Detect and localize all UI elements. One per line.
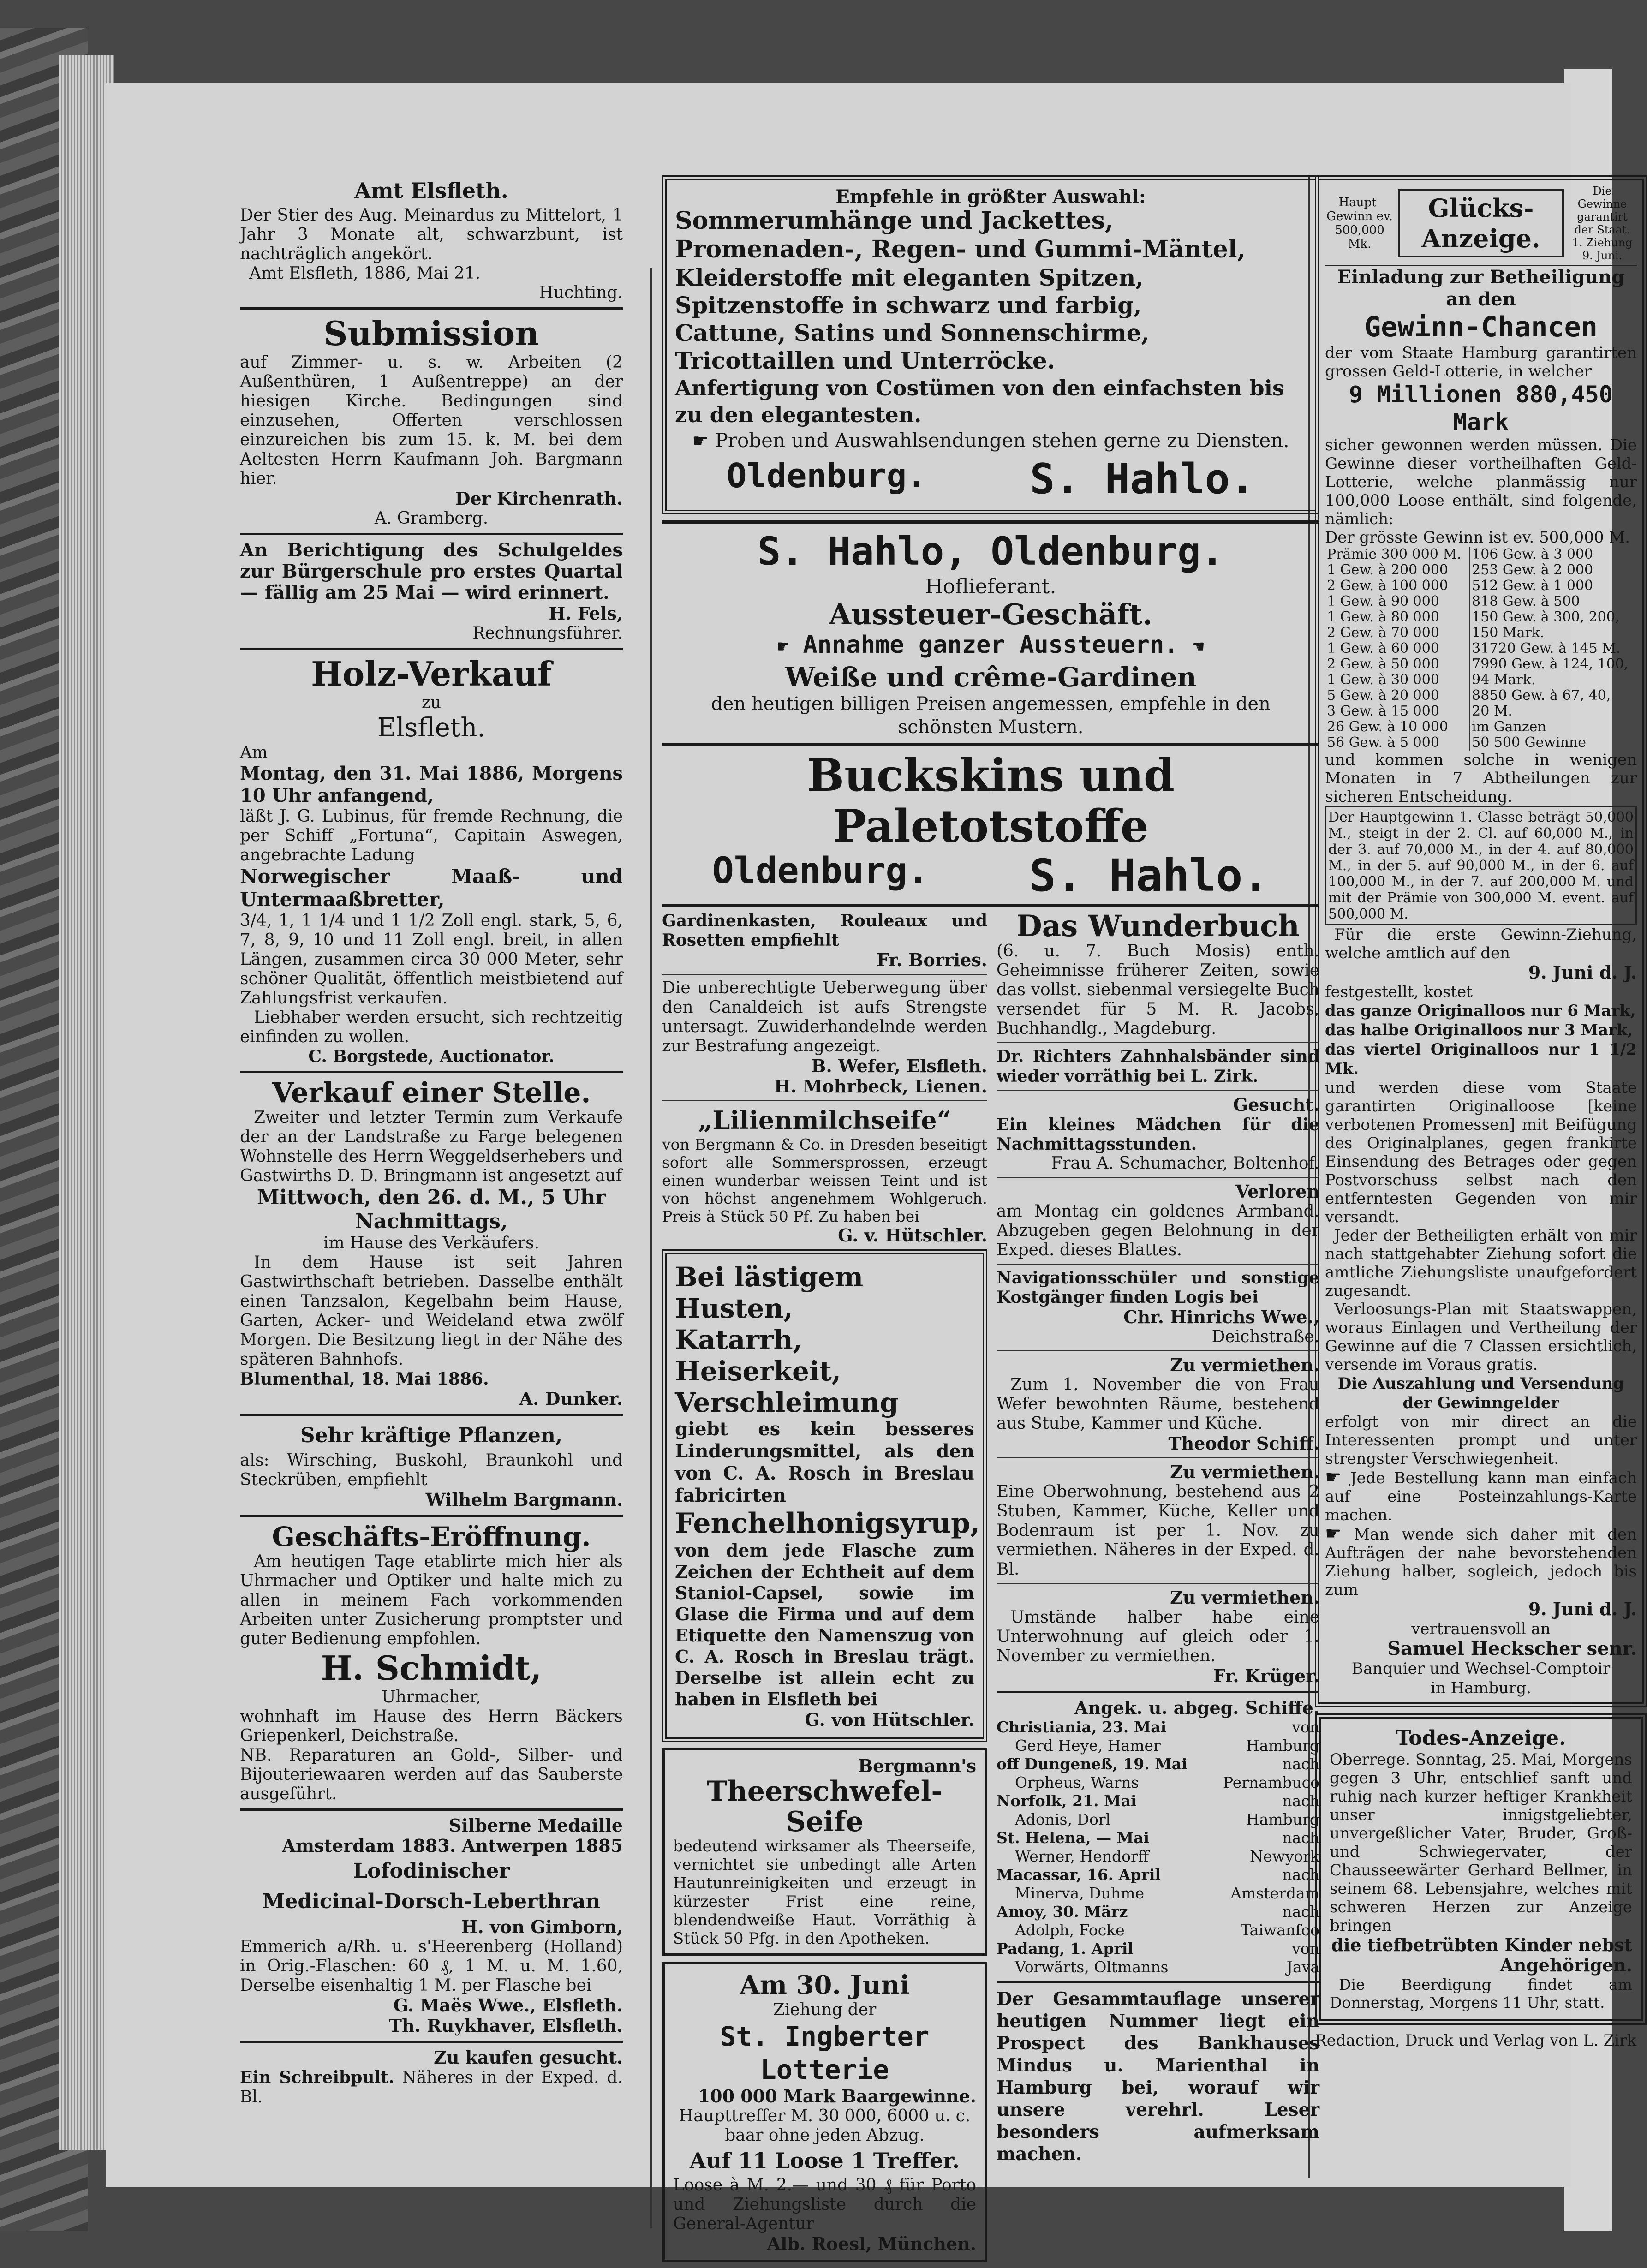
ad-signature: C. Borgstede, Auctionator. bbox=[308, 1047, 555, 1066]
ad-text: Die unberechtigte Ueberwegung über den Canaldeich ist aufs Strengste untersagt. Zuwiderhandelnde werden zur Bestrafung angezeigt. bbox=[662, 979, 987, 1056]
ad-text: Dr. Richters Zahnhalsbänder sind wieder vorräthig bei bbox=[997, 1047, 1319, 1086]
ad-line: Aussteuer-Geschäft. bbox=[829, 597, 1153, 631]
ad-title: Das Wunderbuch bbox=[1016, 909, 1300, 943]
ad-signature: Fr. Krüger. bbox=[1213, 1665, 1319, 1686]
ad-text: Proben und Auswahlsendungen stehen gerne zu Diensten. bbox=[715, 429, 1289, 452]
prize-cell: 56 Gew. à 5 000 bbox=[1325, 735, 1469, 751]
ship-row bbox=[997, 1829, 1319, 1847]
ad-schulgeld bbox=[240, 540, 623, 643]
ship-entry: Minerva, Duhme bbox=[1015, 1884, 1144, 1902]
ad-title: „Lilienmilchseife“ bbox=[698, 1105, 951, 1135]
ad-text: sicher gewonnen werden müssen. Die Gewinne dieser vortheilhaften Geld-Lotterie, welche planmässig nur 100,000 Loose enthält, sind folgende, nämlich: bbox=[1325, 436, 1637, 528]
ad-signature: Frau A. Schumacher, Boltenhof. bbox=[1051, 1154, 1319, 1173]
prize-cell: 26 Gew. à 10 000 bbox=[1325, 719, 1469, 735]
ad-line: Verschleimung bbox=[675, 1387, 899, 1418]
ad-maker: H. von Gimborn, bbox=[461, 1916, 623, 1937]
ship-entry: Adolph, Focke bbox=[1015, 1921, 1125, 1939]
ad-pflanzen bbox=[240, 1420, 623, 1510]
prize-row bbox=[1325, 704, 1637, 719]
ad-signature: H. Mohrbeck, Lienen. bbox=[774, 1076, 987, 1097]
ad-title: Theerschwefel-Seife bbox=[706, 1775, 943, 1838]
ship-row bbox=[997, 1921, 1319, 1940]
ad-gardinen bbox=[662, 911, 987, 970]
ad-title: Medicinal-Dorsch-Leberthran bbox=[262, 1890, 601, 1913]
ad-subtitle: zu bbox=[421, 693, 442, 712]
ad-geschaefts-eroeffnung bbox=[240, 1522, 623, 1804]
ad-signature: G. v. Hütschler. bbox=[838, 1225, 987, 1246]
prize-cell: 512 Gew. à 1 000 bbox=[1472, 578, 1593, 594]
ad-amt-elsfleth bbox=[240, 175, 623, 303]
ad-date: Am 30. Juni bbox=[740, 1970, 910, 2000]
ad-item: Ein Schreibpult. bbox=[240, 2068, 394, 2087]
ad-signature: die tiefbetrübten Kinder nebst Angehörigen. bbox=[1331, 1934, 1632, 1976]
prize-row bbox=[1325, 719, 1637, 735]
ad-where: im Hause des Verkäufers. bbox=[323, 1234, 540, 1253]
ad-text: 3/4, 1, 1 1/4 und 1 1/2 Zoll engl. stark, 5, 6, 7, 8, 9, 10 und 11 Zoll engl. breit, in allen Längen, zusammen circa 30 000 Meter, sehr schöner Qualität, öffentlich meistbietend auf Zahlungsfrist verkaufen. bbox=[240, 911, 623, 1008]
ad-text: Jede Bestellung kann man einfach auf eine Posteinzahlungs-Karte machen. bbox=[1325, 1469, 1637, 1524]
prize-row bbox=[1325, 657, 1637, 672]
ad-item: Promenaden-, Regen- und Gummi-Mäntel, bbox=[675, 235, 1246, 263]
ad-date: Amt Elsfleth, 1886, Mai 21. bbox=[249, 264, 481, 283]
ad-line: Hoflieferant. bbox=[925, 575, 1056, 598]
column-2-right bbox=[997, 911, 1319, 2268]
prize-cell: 1 Gew. à 30 000 bbox=[1325, 672, 1469, 688]
ad-title: Buckskins und Paletotstoffe bbox=[807, 749, 1175, 852]
ad-vermiethen-3 bbox=[997, 1588, 1319, 1686]
prize-cell: 1 Gew. à 60 000 bbox=[1325, 641, 1469, 657]
ad-head: Die Auszahlung und Versendung der Gewinngelder bbox=[1337, 1374, 1624, 1412]
prize-cell: 150 Gew. à 300, 200, bbox=[1472, 609, 1620, 625]
ship-entry: Norfolk, 21. Mai bbox=[997, 1792, 1137, 1810]
ad-title: Submission bbox=[323, 314, 539, 353]
prize-cell: 1 Gew. à 200 000 bbox=[1325, 562, 1469, 578]
ad-text: (6. u. 7. Buch Mosis) enth. Geheimnisse früherer Zeiten, sowie das vollst. siebenmal versiegelte Buch versendet für 5 M. R. Jacobs, Buchhandlg., Magdeburg. bbox=[997, 942, 1319, 1038]
prize-row bbox=[1325, 547, 1637, 562]
ad-text: den heutigen billigen Preisen angemessen, empfehle in den schönsten Mustern. bbox=[711, 693, 1271, 738]
prize-row bbox=[1325, 688, 1637, 704]
ad-text: auf Zimmer- u. s. w. Arbeiten (2 Außenthüren, 1 Außentreppe) an der hiesigen Kirche. Bedingungen sind einzusehen, Offerten verschlossen einzureichen bis zum 15. k. M. bei dem Aeltesten Herrn Kaufmann Joh. Bargmann hier. bbox=[240, 353, 623, 488]
ad-seller: Th. Ruykhaver, Elsfleth. bbox=[388, 2015, 623, 2036]
ad-title: Lofodinischer bbox=[353, 1859, 510, 1883]
ad-text: Haupttreffer M. 30 000, 6000 u. c. baar ohne jeden Abzug. bbox=[679, 2107, 971, 2145]
ad-text: Der Stier des Aug. Meinardus zu Mittelort, 1 Jahr 3 Monate alt, schwarzbunt, ist nachträglich angekört. bbox=[240, 206, 623, 263]
ship-port: von bbox=[1292, 1718, 1319, 1736]
ad-vermiethen-2 bbox=[997, 1462, 1319, 1579]
ad-sum: 9 Millionen 880,450 Mark bbox=[1349, 381, 1613, 436]
ad-date: Blumenthal, 18. Mai 1886. bbox=[240, 1369, 489, 1389]
ad-zahnhalsbaender bbox=[997, 1047, 1319, 1086]
ad-medal: Silberne Medaille bbox=[448, 1815, 623, 1836]
ship-port: nach bbox=[1282, 1829, 1319, 1847]
ad-text: Zum 1. November die von Frau Wefer bewohnten Räume, bestehend aus Stube, Kammer und Küche. bbox=[997, 1375, 1319, 1433]
ad-title: Zu vermiethen. bbox=[1170, 1587, 1319, 1608]
prize-cell: 818 Gew. à 500 bbox=[1472, 593, 1580, 609]
prize-cell: Prämie 300 000 M. bbox=[1325, 547, 1469, 562]
prize-cell: 94 Mark. bbox=[1472, 672, 1536, 688]
ad-firm: S. Hahlo, Oldenburg. bbox=[757, 529, 1224, 574]
ad-text: bedeutend wirksamer als Theerseife, vernichtet sie unbedingt alle Arten Hautunreinigkeiten und erzeugt in kürzester Frist eine reine, blendendweiße Haut. Vorräthig à Stück 50 Pfg. in den Apotheken. bbox=[673, 1837, 976, 1948]
ad-price: das ganze Originalloos nur 6 Mark, bbox=[1325, 1002, 1636, 1020]
ad-signature: Wilhelm Bargmann. bbox=[425, 1489, 623, 1510]
ad-title: Glücks-Anzeige. bbox=[1398, 189, 1564, 257]
ad-text: Am bbox=[240, 743, 268, 762]
ad-text: am Montag ein goldenes Armband. Abzugeben gegen Belohnung in der Exped. dieses Blattes. bbox=[997, 1202, 1319, 1259]
ad-city: Oldenburg. bbox=[726, 456, 927, 495]
ship-news-list bbox=[997, 1718, 1319, 1976]
ad-title: Gesucht. bbox=[1233, 1094, 1319, 1115]
column-2 bbox=[662, 175, 1319, 2268]
ad-text: Der Gesammtauflage unserer heutigen Nummer liegt ein Prospect des Bankhauses Mindus u. Marienthal in Hamburg bei, worauf wir unsere verehrl. Leser besonders aufmerksam machen. bbox=[997, 1988, 1319, 2165]
ad-text: Der Hauptgewinn 1. Classe beträgt 50,000 M., steigt in der 2. Cl. auf 60,000 M., in der 3. auf 70,000 M., in der 4. auf 80,000 M., in der 5. auf 90,000 M., in der 6. auf 100,000 M., in der 7. auf 200,000 M. und mit der Prämie von 300,000 M. event. auf 500,000 M. bbox=[1325, 806, 1637, 925]
ship-port: von bbox=[1292, 1940, 1319, 1958]
ship-news-title: Angek. u. abgeg. Schiffe. bbox=[1074, 1697, 1319, 1718]
ad-navigationsschueler bbox=[997, 1268, 1319, 1347]
ship-port: Hamburg bbox=[1246, 1737, 1319, 1755]
ad-todes-anzeige bbox=[1315, 1713, 1647, 2025]
ad-submission bbox=[240, 314, 623, 528]
prize-row bbox=[1325, 609, 1637, 625]
ad-sub: Ziehung der bbox=[773, 2000, 877, 2019]
ad-title: Verloren bbox=[1235, 1181, 1319, 1202]
ad-text: Oberrege. Sonntag, 25. Mai, Morgens gegen 3 Uhr, entschlief sanft und ruhig nach kurzer heftiger Krankheit unser innigstgeliebter, unvergeßlicher Vater, Bruder, Groß- und Schwiegervater, der Chausseewärter Gerhard Bellmer, in seinem 68. Lebensjahre, welches mit schweren Herzen zur Anzeige bringen bbox=[1330, 1750, 1632, 1935]
ad-text: Ein kleines Mädchen für die Nachmittagsstunden. bbox=[997, 1115, 1319, 1154]
ad-title: Zu kaufen gesucht. bbox=[434, 2047, 623, 2068]
ad-haupt-gewinn: Haupt-Gewinn ev. 500,000 Mk. bbox=[1326, 196, 1393, 251]
ad-wunderbuch bbox=[997, 911, 1319, 1039]
ad-signature-role: Rechnungsführer. bbox=[472, 624, 623, 643]
ad-verloren bbox=[997, 1182, 1319, 1260]
ad-price: das viertel Originalloos nur 1 1/2 Mk. bbox=[1325, 1040, 1637, 1078]
ad-text: Die Beerdigung findet am Donnerstag, Morgens 11 Uhr, statt. bbox=[1330, 1976, 1632, 2011]
ad-head: Einladung zur Betheiligung an den bbox=[1337, 266, 1625, 310]
ship-entry: Adonis, Dorl bbox=[1015, 1810, 1111, 1828]
ad-text: Umstände halber habe eine Unterwohnung auf gleich oder 1. November zu vermiethen. bbox=[997, 1608, 1319, 1665]
column-rule bbox=[650, 268, 652, 2228]
ad-goods: Norwegischer Maaß- und Untermaaßbretter, bbox=[240, 865, 623, 911]
ad-address: in Hamburg. bbox=[1430, 1679, 1532, 1697]
ship-port: Amsterdam bbox=[1230, 1884, 1319, 1902]
ad-hahlo-auswahl bbox=[662, 175, 1319, 514]
ad-lilienmilchseife bbox=[662, 1105, 987, 1246]
ship-port: nach bbox=[1282, 1792, 1319, 1810]
ship-port: Java bbox=[1286, 1958, 1319, 1976]
prize-row bbox=[1325, 625, 1637, 641]
ad-signature: Chr. Hinrichs Wwe., bbox=[1123, 1307, 1319, 1327]
ad-address: Deichstraße. bbox=[1211, 1327, 1319, 1346]
ship-port: nach bbox=[1282, 1866, 1319, 1884]
ad-title: Zu vermiethen. bbox=[1170, 1355, 1319, 1375]
ad-head: Empfehle in größter Auswahl: bbox=[835, 186, 1146, 208]
ad-line: Katarrh, Heiserkeit, bbox=[675, 1324, 841, 1387]
ad-signature: H. Fels, bbox=[549, 603, 623, 624]
ad-text: Zweiter und letzter Termin zum Verkaufe der an der Landstraße zu Farge belegenen Wohnstelle des Herrn Weggeldserhebers und Gastwirths D. D. Bringmann ist angesetzt auf bbox=[240, 1108, 623, 1185]
prize-row bbox=[1325, 562, 1637, 578]
ad-text: Der grösste Gewinn ist ev. 500,000 M. bbox=[1325, 528, 1630, 547]
ad-place: Elsfleth. bbox=[377, 713, 486, 743]
ship-port: nach bbox=[1282, 1755, 1319, 1773]
column-2-split bbox=[662, 911, 1319, 2268]
prize-cell: 150 Mark. bbox=[1472, 625, 1545, 641]
prize-cell: im Ganzen bbox=[1472, 719, 1546, 735]
prize-cell: 253 Gew. à 2 000 bbox=[1472, 562, 1593, 578]
ad-title: St. Ingberter Lotterie bbox=[720, 2021, 930, 2085]
ship-news bbox=[997, 1698, 1319, 1976]
ship-entry: off Dungeneß, 19. Mai bbox=[997, 1755, 1188, 1773]
ship-row bbox=[997, 1792, 1319, 1810]
ad-item: Sommerumhänge und Jackettes, bbox=[675, 207, 1114, 235]
ad-title: Todes-Anzeige. bbox=[1396, 1726, 1566, 1750]
pointing-hand-icon: ☛ bbox=[1325, 1523, 1342, 1544]
newspaper-page bbox=[106, 83, 1637, 2254]
ad-signature: Der Kirchenrath. bbox=[455, 488, 623, 509]
ad-hahlo-aussteuer bbox=[662, 528, 1319, 739]
ship-entry: Vorwärts, Oltmanns bbox=[1015, 1958, 1169, 1976]
ad-name: H. Schmidt, bbox=[321, 1648, 542, 1688]
ad-gesucht bbox=[997, 1095, 1319, 1173]
ship-row bbox=[997, 1847, 1319, 1866]
ad-text: NB. Reparaturen an Gold-, Silber- und Bijouteriewaaren werden auf das Sauberste ausgeführt. bbox=[240, 1746, 623, 1803]
ad-text: Loose à M. 2.— und 30 ₰ für Porto und Ziehungsliste durch die General-Agentur bbox=[673, 2176, 976, 2233]
ad-date: 9. Juni d. J. bbox=[1528, 1599, 1637, 1619]
ad-text: und werden diese vom Staate garantirten Originalloose [keine verbotenen Promessen] mit Beifügung des Originalplanes, gegen frankirte Einsendung des Betrages oder gegen Postvorschuss selbst nach den entferntesten Gegenden von mir versandt. bbox=[1325, 1079, 1637, 1226]
prize-cell: 1 Gew. à 90 000 bbox=[1325, 594, 1469, 609]
ad-text: Am heutigen Tage etablirte mich hier als Uhrmacher und Optiker und halte mich zu allen in meinem Fach vorkommenden Arbeiten unter Zusicherung promptster und guter Bedienung empfohlen. bbox=[240, 1552, 623, 1648]
ad-signature: Huchting. bbox=[539, 283, 623, 302]
ship-entry: Werner, Hendorff bbox=[1015, 1847, 1149, 1865]
prize-row bbox=[1325, 735, 1637, 751]
pointing-hand-icon: ☛ bbox=[1325, 1467, 1342, 1488]
ad-text: vertrauensvoll an bbox=[1411, 1620, 1551, 1638]
column-1 bbox=[240, 175, 623, 2111]
ad-line: Bei lästigem Husten, bbox=[675, 1261, 864, 1324]
ad-schreibpult bbox=[240, 2047, 623, 2107]
ad-line: Annahme ganzer Aussteuern. bbox=[803, 631, 1179, 659]
ad-text: erfolgt von mir direct an die Interessenten prompt und unter strengster Verschwiegenheit. bbox=[1325, 1413, 1637, 1468]
ad-pre: Bergmann's bbox=[858, 1755, 976, 1776]
ad-price: das halbe Originalloos nur 3 Mark, bbox=[1325, 1021, 1633, 1039]
ship-row bbox=[997, 1737, 1319, 1755]
ad-ingberter-lotterie bbox=[662, 1962, 987, 2262]
ship-port: Taiwanfoo bbox=[1241, 1921, 1319, 1939]
ad-holz-verkauf bbox=[240, 655, 623, 1066]
ship-row bbox=[997, 1773, 1319, 1792]
pointing-hand-icon: ☛ bbox=[777, 636, 789, 657]
ad-item: Cattune, Satins und Sonnenschirme, bbox=[675, 319, 1150, 346]
ad-text: Man wende sich daher mit den Aufträgen der nahe bevorstehenden Ziehung halber, sogleich, jedoch bis zum bbox=[1325, 1525, 1637, 1599]
ship-entry: Gerd Heye, Hamer bbox=[1015, 1737, 1161, 1755]
prize-cell: 8850 Gew. à 67, 40, bbox=[1472, 687, 1611, 704]
ad-text: Verloosungs-Plan mit Staatswappen, woraus Einlagen und Vertheilung der Gewinne auf die 7 Classen ersichtlich, versende im Voraus gratis. bbox=[1325, 1300, 1637, 1374]
ad-text: Jeder der Betheiligten erhält von mir nach stattgehabter Ziehung sofort die amtliche Ziehungsliste unaufgefordert zugesandt. bbox=[1325, 1226, 1637, 1300]
ad-seller: G. Maës Wwe., Elsfleth. bbox=[393, 1995, 623, 2016]
ad-verkauf-stelle bbox=[240, 1078, 623, 1409]
ad-text: Für die erste Gewinn-Ziehung, welche amtlich auf den bbox=[1325, 925, 1637, 962]
ad-text: und kommen solche in wenigen Monaten in 7 Abtheilungen zur sicheren Entscheidung. bbox=[1325, 751, 1637, 806]
ad-signature: Fr. Borries. bbox=[876, 949, 987, 970]
ad-date: 9. Juni d. J. bbox=[1528, 962, 1637, 983]
ad-signature: Theodor Schiff. bbox=[1168, 1433, 1319, 1454]
ad-item: Kleiderstoffe mit eleganten Spitzen, bbox=[675, 264, 1144, 291]
ship-row bbox=[997, 1810, 1319, 1829]
ship-row bbox=[997, 1866, 1319, 1884]
ad-text: wohnhaft im Hause des Herrn Bäckers Griepenkerl, Deichstraße. bbox=[240, 1707, 623, 1745]
ad-text: Liebhaber werden ersucht, sich rechtzeitig einfinden zu wollen. bbox=[240, 1008, 623, 1046]
ad-signature-name: A. Gramberg. bbox=[374, 509, 489, 528]
ad-item: Anfertigung von Costümen von den einfachsten bis zu den elegantesten. bbox=[675, 376, 1284, 427]
ad-signature: G. von Hütschler. bbox=[805, 1709, 974, 1730]
ship-row bbox=[997, 1958, 1319, 1976]
ship-port: Pernambuco bbox=[1223, 1773, 1319, 1791]
ad-firm: S. Hahlo. bbox=[1029, 850, 1270, 901]
ad-text: Näheres in der Exped. d. Bl. bbox=[240, 2068, 623, 2107]
ad-head: Gewinn-Chancen bbox=[1364, 311, 1598, 343]
ship-row bbox=[997, 1755, 1319, 1773]
prize-cell: 3 Gew. à 15 000 bbox=[1325, 704, 1469, 719]
prize-cell: 5 Gew. à 20 000 bbox=[1325, 688, 1469, 704]
ad-leberthran bbox=[240, 1815, 623, 2036]
ad-item: Tricottaillen und Unterröcke. bbox=[675, 347, 1056, 374]
column-2-left bbox=[662, 911, 987, 2268]
prize-row bbox=[1325, 594, 1637, 609]
ad-line: Weiße und crême-Gardinen bbox=[785, 662, 1197, 693]
ship-entry: Orpheus, Warns bbox=[1015, 1773, 1139, 1791]
ad-text: Navigationsschüler und sonstige Kostgänger finden Logis bei bbox=[997, 1268, 1319, 1307]
ad-name: Samuel Heckscher senr. bbox=[1387, 1638, 1637, 1659]
ad-text: giebt es kein besseres Linderungsmittel, als den von C. A. Rosch in Breslau fabricirten bbox=[675, 1418, 974, 1506]
ad-text: von dem jede Flasche zum Zeichen der Echtheit auf dem Staniol-Capsel, sowie im Glase die Firma und auf dem Etiquette den Namenszug von C. A. Rosch in Breslau trägt. Derselbe ist allein echt zu haben in Elsfleth bei bbox=[675, 1540, 974, 1709]
ad-text: von Bergmann & Co. in Dresden beseitigt sofort alle Sommersprossen, erzeugt einen wunderbar weissen Teint und ist von höchst angenehmem Wohlgeruch. Preis à Stück 50 Pf. Zu haben bei bbox=[662, 1135, 987, 1225]
prize-row bbox=[1325, 578, 1637, 594]
prize-row bbox=[1325, 672, 1637, 688]
column-3 bbox=[1315, 175, 1647, 2050]
prize-cell: 2 Gew. à 100 000 bbox=[1325, 578, 1469, 594]
ad-canaldeich bbox=[662, 979, 987, 1097]
ship-row bbox=[997, 1940, 1319, 1958]
prize-cell: 20 M. bbox=[1472, 703, 1513, 719]
ship-entry: Padang, 1. April bbox=[997, 1940, 1134, 1958]
ad-signature: B. Wefer, Elsfleth. bbox=[811, 1056, 987, 1076]
ad-item: Spitzenstoffe in schwarz und farbig, bbox=[675, 292, 1142, 319]
ad-guarantee: Die Gewinne garantirt der Staat. 1. Ziehung 9. Juni. bbox=[1572, 185, 1633, 262]
ship-entry: Christiania, 23. Mai bbox=[997, 1718, 1167, 1736]
ship-port: Hamburg bbox=[1246, 1810, 1319, 1828]
ad-title: Geschäfts-Eröffnung. bbox=[272, 1521, 591, 1552]
ad-text: läßt J. G. Lubinus, für fremde Rechnung, die per Schiff „Fortuna“, Capitain Aswegen, angebrachte Ladung bbox=[240, 807, 623, 865]
ad-gluecks-anzeige bbox=[1315, 175, 1647, 1707]
ad-when: Montag, den 31. Mai 1886, Morgens 10 Uhr anfangend, bbox=[240, 763, 623, 806]
ad-when: Mittwoch, den 26. d. M., 5 Uhr Nachmittags, bbox=[257, 1186, 606, 1233]
ship-entry: St. Helena, — Mai bbox=[997, 1829, 1150, 1847]
pointing-hand-icon: ☚ bbox=[1193, 636, 1204, 657]
ad-title: Holz-Verkauf bbox=[311, 654, 552, 693]
prize-cell: 50 500 Gewinne bbox=[1472, 734, 1587, 751]
ship-row bbox=[997, 1903, 1319, 1921]
pointing-hand-icon: ☛ bbox=[692, 430, 709, 452]
ship-port: nach bbox=[1282, 1903, 1319, 1921]
ad-hahlo-buckskins bbox=[662, 750, 1319, 900]
ad-firm: S. Hahlo. bbox=[1030, 455, 1255, 503]
ship-entry: Macassar, 16. April bbox=[997, 1866, 1161, 1884]
ad-theerschwefel bbox=[662, 1748, 987, 1956]
ad-title: Zu vermiethen. bbox=[1170, 1462, 1319, 1482]
ad-offer: Auf 11 Loose 1 Treffer. bbox=[689, 2148, 960, 2173]
ad-text: als: Wirsching, Buskohl, Braunkohl und Steckrüben, empfiehlt bbox=[240, 1451, 623, 1489]
ad-signature: A. Dunker. bbox=[519, 1388, 623, 1409]
ad-title: Sehr kräftige Pflanzen, bbox=[300, 1424, 563, 1447]
ad-line: Fenchelhonigsyrup, bbox=[675, 1507, 980, 1540]
ad-text: In dem Hause ist seit Jahren Gastwirthschaft betrieben. Dasselbe enthält einen Tanzsalon, Kegelbahn beim Hause, Garten, Acker- und Weideland etwa zwölf Morgen. Die Besitzung liegt in der Nähe des späteren Bahnhofs. bbox=[240, 1253, 623, 1369]
ship-row bbox=[997, 1884, 1319, 1903]
prize-cell: 106 Gew. à 3 000 bbox=[1472, 546, 1593, 562]
prize-cell: 2 Gew. à 70 000 bbox=[1325, 625, 1469, 641]
ad-signature: Alb. Roesl, München. bbox=[767, 2233, 976, 2254]
ad-beilage bbox=[997, 1988, 1319, 2165]
prize-row bbox=[1325, 641, 1637, 657]
ad-city: Oldenburg. bbox=[712, 850, 929, 892]
ad-title: Verkauf einer Stelle. bbox=[272, 1077, 591, 1109]
prize-table bbox=[1325, 547, 1637, 751]
ad-cities: Amsterdam 1883. Antwerpen 1885 bbox=[282, 1835, 623, 1856]
ad-text: Gardinenkasten, Rouleaux und Rosetten empfiehlt bbox=[662, 911, 987, 950]
ship-entry: Amoy, 30. März bbox=[997, 1903, 1128, 1921]
imprint: Redaction, Druck und Verlag von L. Zirk bbox=[1315, 2031, 1636, 2050]
ad-text: An Berichtigung des Schulgeldes zur Bürgerschule pro erstes Quartal — fällig am 25 Mai — wird erinnert. bbox=[240, 539, 623, 603]
ad-role: Uhrmacher, bbox=[382, 1688, 481, 1707]
prize-cell: 31720 Gew. à 145 M. bbox=[1472, 640, 1621, 657]
prize-cell: 7990 Gew. à 124, 100, bbox=[1472, 656, 1629, 672]
prize-cell: 1 Gew. à 80 000 bbox=[1325, 609, 1469, 625]
ad-fenchelhonig bbox=[662, 1249, 987, 1742]
ad-title: Amt Elsfleth. bbox=[354, 178, 508, 203]
ad-signature: L. Zirk. bbox=[1190, 1067, 1259, 1086]
ship-port: Newyork bbox=[1250, 1847, 1319, 1865]
ship-row bbox=[997, 1718, 1319, 1737]
ad-prize: 100 000 Mark Baargewinne. bbox=[698, 2086, 976, 2107]
ad-vermiethen-1 bbox=[997, 1355, 1319, 1454]
ad-address: Banquier und Wechsel-Comptoir bbox=[1351, 1659, 1611, 1678]
ad-text: festgestellt, kostet bbox=[1325, 983, 1473, 1001]
ad-text: Eine Oberwohnung, bestehend aus 2 Stuben, Kammer, Küche, Keller und Bodenraum ist per 1. Nov. zu vermiethen. Näheres in der Exped. d. Bl. bbox=[997, 1482, 1319, 1579]
ad-text: der vom Staate Hamburg garantirten grossen Geld-Lotterie, in welcher bbox=[1325, 344, 1637, 381]
prize-cell: 2 Gew. à 50 000 bbox=[1325, 657, 1469, 672]
ad-text: Emmerich a/Rh. u. s'Heerenberg (Holland) in Orig.-Flaschen: 60 ₰, 1 M. u. M. 1.60, Derselbe eisenhaltig 1 M. per Flasche bei bbox=[240, 1937, 623, 1995]
